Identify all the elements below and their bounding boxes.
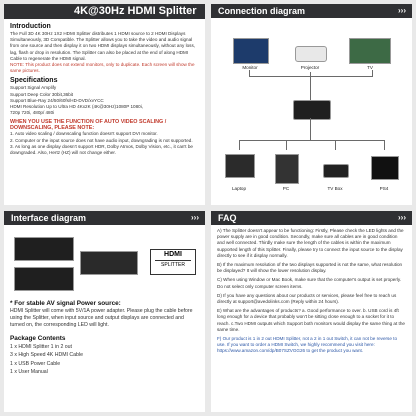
cable-line <box>239 140 385 141</box>
tv-icon <box>349 38 391 64</box>
laptop-icon <box>225 154 255 178</box>
section-title: Interface diagram <box>11 213 87 223</box>
device-label-ps4: PS4 <box>379 186 389 191</box>
cable-line <box>335 140 336 150</box>
device-label-tv-box: TV Box <box>327 186 343 191</box>
spec-line: Support Blue-Ray 24/50/60fs/HD-DVD/xvYCC <box>10 97 104 103</box>
panel-connection-diagram <box>211 4 412 205</box>
package-item: 1 x User Manual <box>10 369 48 376</box>
device-label-monitor: Monitor <box>242 65 258 70</box>
splitter-front-view <box>14 237 74 261</box>
package-item: 1 x HDMI Splitter 1 in 2 out <box>10 344 72 350</box>
power-heading: * For stable AV signal Power source: <box>10 300 121 307</box>
splitter-side-view <box>80 251 138 275</box>
chevrons-icon: ››› <box>398 6 406 15</box>
device-label-projector: Projector <box>300 65 320 70</box>
faq-item: E) What are the advantages of products? a. Good performance to over. b. USB cord is 4ft long enough for a device that probably won't be sitting close enough to a socket for it to reach. c.Two HDMI outputs which Support both monitors would display the same thing at the same time. <box>217 308 405 332</box>
brand-label-box <box>150 249 196 275</box>
panel-interface-diagram <box>4 211 205 412</box>
panel-faq <box>211 211 412 412</box>
brand-subtitle: SPLITTER <box>155 260 191 269</box>
spec-line: HDMI Resolution Up to Ultra HD 4Kx2K (4K@30Hz)1080P 1080i, <box>10 104 144 110</box>
ps4-icon <box>371 156 399 180</box>
cable-line <box>286 140 287 150</box>
monitor-icon <box>233 38 269 64</box>
cable-line <box>249 76 373 77</box>
section-header <box>211 4 412 18</box>
package-item: 3 x High Speed 4K HDMI Cable <box>10 352 83 359</box>
projector-icon <box>295 46 327 62</box>
cable-line <box>372 70 373 77</box>
splitter-back-view <box>14 267 74 291</box>
device-label-laptop: Laptop <box>231 186 247 191</box>
intro-heading: Introduction <box>10 23 51 30</box>
package-heading: Package Contents <box>10 335 66 342</box>
brand-logo: HDMI <box>164 251 182 258</box>
cable-line <box>384 140 385 150</box>
panel-introduction <box>4 4 205 205</box>
power-text: HDMI Splitter will come with 5V/1A power adapter. Please plug the cable before using the Splitter, when input source and output displays are connected and turned on, the corresponding LED will light. <box>10 308 193 328</box>
intro-note: NOTE: This product does not extend monitors, only to duplicate. Each screen will show the same pictures. <box>10 62 195 74</box>
spec-line: Support Deep Color 30bit,36bit <box>10 91 74 97</box>
faq-item: D) If you have any questions about our products or services, please feel free to reach us directly at support@avedolinks.com (Reply within 24 hours). <box>217 292 397 305</box>
section-header <box>4 211 205 225</box>
faq-item: B) If the maximum resolution of the two displays supported is not the same, what resolution be displayed? It will show the lower resolution display. <box>217 262 403 274</box>
cable-line <box>239 140 240 150</box>
chevrons-icon: ››› <box>191 213 199 222</box>
tv-box-icon <box>323 164 349 178</box>
chevrons-icon: ››› <box>398 213 406 222</box>
warning-line: 1. Auto video scaling / downscaling function doesn't support DVI monitor. <box>10 131 158 137</box>
device-label-tv: TV <box>367 65 373 70</box>
section-title: Connection diagram <box>218 6 306 16</box>
page-title: 4K@30Hz HDMI Splitter 1×2 <box>4 4 205 19</box>
warning-line: 2. Computer or the input source does not have audio input, downgrading is not supported. <box>10 137 193 143</box>
cable-line <box>310 118 311 140</box>
section-header <box>211 211 412 225</box>
faq-item: C) When using Window or Mac Book, make sure that the computer's output is set properly. Do not select only computer screen items. <box>217 277 402 289</box>
specs-heading: Specifications <box>10 77 58 85</box>
warning-line: 3. As long as one display doesn't support HDR, Dolby Atmos, Dolby Vision, etc., it can't be downgraded. Also, Hertz (HZ) will not change either. <box>10 143 193 156</box>
splitter-device-icon <box>293 100 331 120</box>
package-item: 1 x USB Power Cable <box>10 360 61 367</box>
cable-line <box>249 70 250 77</box>
pc-icon <box>275 154 299 184</box>
warning-heading: WHEN YOU USE THE FUNCTION OF AUTO VIDEO SCALING / DOWNSCALING, PLEASE NOTE: <box>10 119 167 132</box>
spec-line: 720p 720i, 480p/ 480i <box>10 110 55 116</box>
faq-item: A) The Splitter doesn't appear to be functioning: Firstly, Please check the LED lights and the power supply are in good condition. Secondly, make sure all cables are in good condition and well connected. Thirdly make sure the length of the cables is within the maximum supported length of this Splitter. Finally, please try to connect the input source to the display directly to see if it display normally. <box>217 228 404 258</box>
device-label-pc: PC <box>282 186 290 191</box>
section-title: FAQ <box>218 213 237 223</box>
spec-line: Support Signal Amplify <box>10 85 57 91</box>
intro-text: The Full 3D 4K 30Hz 1X2 HDMI Splitter distributes 1 HDMI source to 2 HDMI Displays Simultaneously, 3D Compatible. The Splitter allows you to take the video and audio signal from one source and then display it on two HDMI displays simultaneously, without any loss, lag, flash or drop in resolution. The Splitter can also be placed at the end of along HDMI Cable to regenerate the HDMI signal. <box>10 31 196 61</box>
faq-item: F) Our product is 1 in 2 out HDMI Splitter, not a 2 in 1 out Switch, it can not be reverse to use. If you want to order a HDMI Switch, we highly recommend you visit here: https://www.amazon.com/dp/B07SZVGG26 to get the product you want. <box>217 336 398 354</box>
